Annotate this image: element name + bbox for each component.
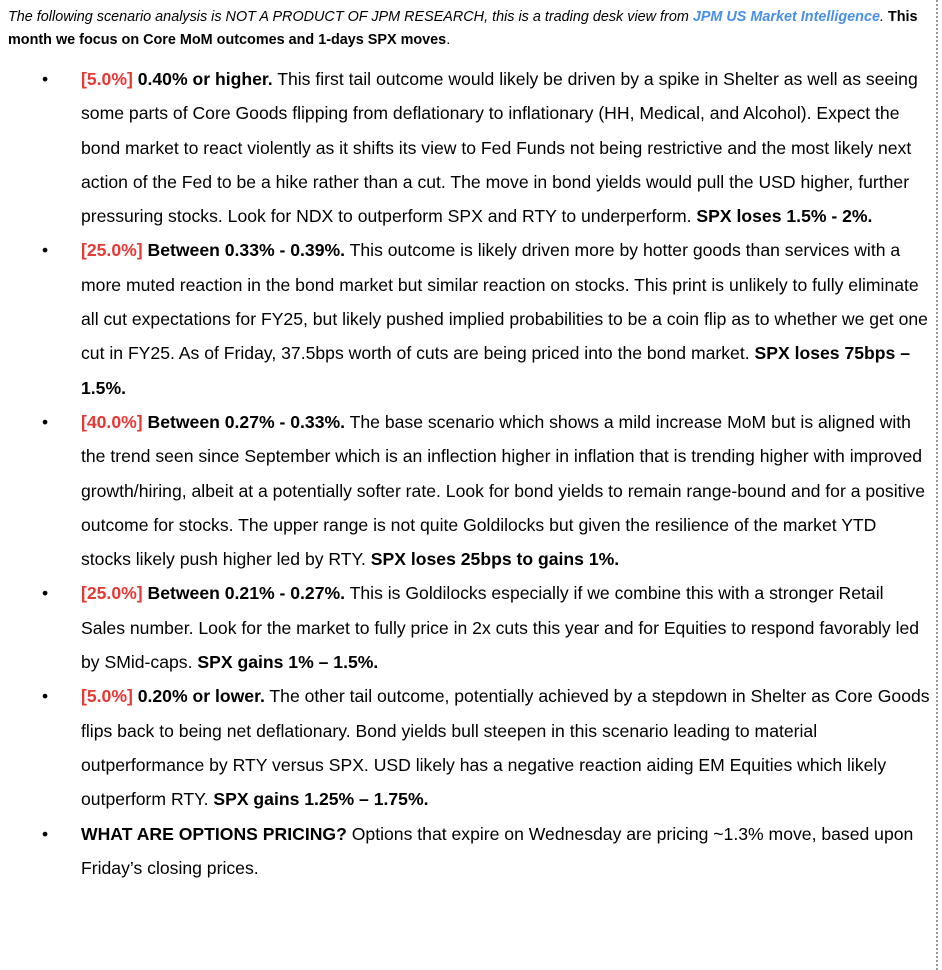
intro-paragraph (8, 6, 923, 52)
intro-focus-period: . (446, 32, 451, 48)
scenario-probability: [25.0%] (81, 583, 143, 604)
options-heading: WHAT ARE OPTIONS PRICING? (81, 823, 347, 844)
options-pricing-item (0, 817, 930, 886)
scenario-item-4 (0, 576, 930, 679)
scenario-spx-move: SPX loses 1.5% - 2%. (696, 206, 873, 227)
scenario-description: This outcome is likely driven more by hotter goods than services with a more muted reaction in the bond market but similar reaction on stocks. This print is unlikely to fully eliminate all cut expectations for FY25, but likely pushed implied probabilities to be a coin flip as to whether we get one cut in FY25. As of Friday, 37.5bps worth of cuts are being priced into the bond market. (81, 240, 928, 364)
scenario-range: 0.20% or lower. (137, 686, 265, 707)
intro-disclaimer: The following scenario analysis is NOT A PRODUCT OF JPM RESEARCH, this is a trading desk view from (8, 9, 693, 25)
scenario-probability: [5.0%] (81, 686, 133, 707)
intro-source-period: . (879, 9, 884, 25)
scenario-item-5 (0, 679, 930, 816)
bullet-icon: • (42, 823, 49, 844)
scenario-probability: [25.0%] (81, 240, 143, 261)
page-right-border (936, 0, 938, 970)
scenario-item-1 (0, 62, 930, 233)
scenario-spx-move: SPX loses 75bps – 1.5%. (81, 343, 910, 398)
bullet-icon: • (42, 69, 49, 89)
scenario-list (0, 62, 930, 885)
scenario-spx-move: SPX gains 1% – 1.5%. (197, 652, 379, 673)
scenario-range: Between 0.27% - 0.33%. (147, 411, 346, 432)
scenario-probability: [40.0%] (81, 411, 143, 432)
scenario-probability: [5.0%] (81, 69, 133, 89)
scenario-range: Between 0.21% - 0.27%. (147, 583, 346, 604)
scenario-description: The other tail outcome, potentially achieved by a stepdown in Shelter as Core Goods flips back to being net deflationary. Bond yields bull steepen in this scenario leading to material outperformance by RTY versus SPX. USD likely has a negative reaction aiding EM Equities which likely outperform RTY. (81, 686, 930, 810)
jpm-market-intelligence-link[interactable]: JPM US Market Intelligence (692, 9, 880, 25)
scenario-item-3 (0, 405, 930, 576)
scenario-range: 0.40% or higher. (137, 69, 273, 89)
options-text: Options that expire on Wednesday are pricing ~1.3% move, based upon Friday’s closing prices. (81, 823, 914, 878)
intro-focus: This month we focus on Core MoM outcomes and 1-days SPX moves (8, 9, 918, 48)
scenario-spx-move: SPX loses 25bps to gains 1%. (370, 549, 620, 570)
bullet-icon: • (42, 411, 49, 432)
scenario-description: This first tail outcome would likely be driven by a spike in Shelter as well as seeing some parts of Core Goods flipping from deflationary to inflationary (HH, Medical, and Alcohol). Expect the bond market to react violently as it shifts its view to Fed Funds not being restrictive and the most likely next action of the Fed to be a hike rather than a cut. The move in bond yields would pull the USD higher, further pressuring stocks. Look for NDX to outperform SPX and RTY to underperform. (81, 69, 918, 227)
scenario-description: This is Goldilocks especially if we combine this with a stronger Retail Sales number. Look for the market to fully price in 2x cuts this year and for Equities to respond favorably led by SMid-caps. (81, 583, 920, 673)
bullet-icon: • (42, 240, 49, 261)
scenario-spx-move: SPX gains 1.25% – 1.75%. (213, 789, 429, 810)
scenario-item-2 (0, 233, 930, 404)
scenario-range: Between 0.33% - 0.39%. (147, 240, 346, 261)
bullet-icon: • (42, 686, 49, 707)
bullet-icon: • (42, 583, 49, 604)
scenario-description: The base scenario which shows a mild increase MoM but is aligned with the trend seen since September which is an inflection higher in inflation that is trending higher with improved growth/hiring, albeit at a potentially softer rate. Look for bond yields to remain range-bound and for a positive outcome for stocks. The upper range is not quite Goldilocks but given the resilience of the market YTD stocks likely push higher led by RTY. (81, 411, 926, 570)
